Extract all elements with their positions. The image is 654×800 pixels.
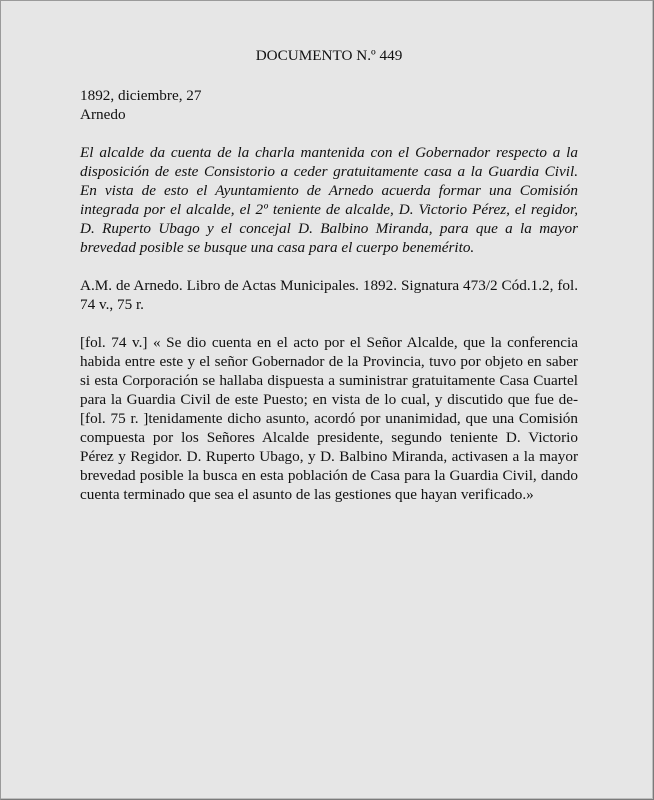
document-body [80,46,578,504]
document-source-reference: A.M. de Arnedo. Libro de Actas Municipales. 1892. Signatura 473/2 Cód.1.2, fol. 74 v., 75 r. [80,277,578,313]
document-date: 1892, diciembre, 27 [80,87,202,104]
document-transcription: [fol. 74 v.] « Se dio cuenta en el acto por el Señor Alcalde, que la conferencia habida entre este y el señor Gobernador de la Provincia, tuvo por objeto en saber si esta Corporación se hallaba dispuesta a suministrar gratuitamente Casa Cuartel para la Guardia Civil de este Puesto; en vista de lo cual, y discutido que fue de- [fol. 75 r. ]tenidamente dicho asunto, acordó por unanimidad, que una Comisión compuesta por los Señores Alcalde presidente, segundo teniente D. Victorio Pérez y Regidor. D. Ruperto Ubago, y D. Balbino Miranda, activasen a la mayor brevedad posible la busca en esta población de Casa para la Guardia Civil, dando cuenta terminado que sea el asunto de las gestiones que hayan verificado.» [80,334,578,503]
document-summary: El alcalde da cuenta de la charla mantenida con el Gobernador respecto a la disposición de este Consistorio a ceder gratuitamente casa a la Guardia Civil. En vista de esto el Ayuntamiento de Arnedo acuerda formar una Comisión integrada por el alcalde, el 2º teniente de alcalde, D. Victorio Pérez, el regidor, D. Ruperto Ubago y el concejal D. Balbino Miranda, para que a la mayor brevedad posible se busque una casa para el cuerpo benemérito. [80,144,578,256]
document-title: DOCUMENTO N.º 449 [255,47,403,64]
document-place: Arnedo [80,106,126,123]
